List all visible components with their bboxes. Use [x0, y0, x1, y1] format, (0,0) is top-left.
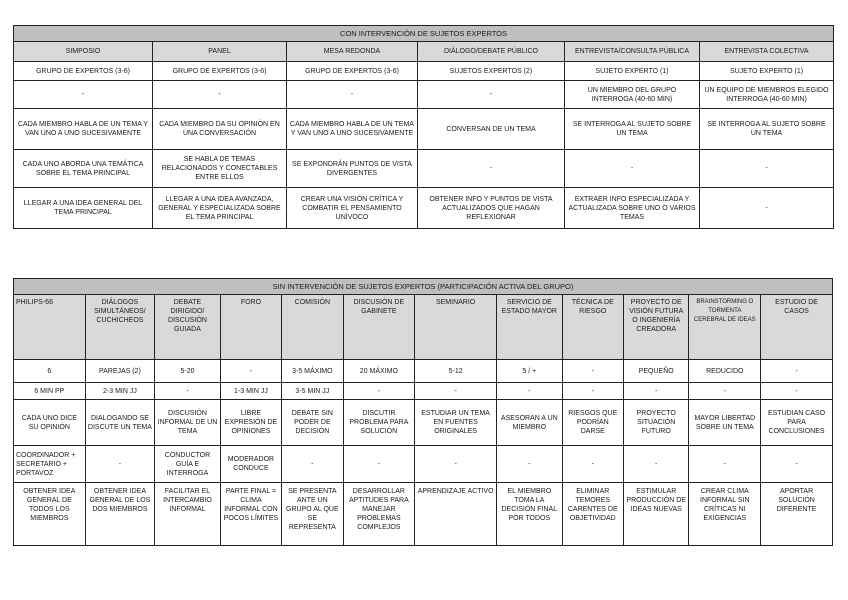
- table-cell: -: [343, 446, 415, 483]
- table-cell: -: [287, 81, 418, 109]
- table-cell: 5-12: [415, 360, 497, 383]
- table-cell: 3-5 MIN JJ: [282, 383, 343, 400]
- table-row: [14, 446, 833, 483]
- table-cell: DEBATE SIN PODER DE DECISIÓN: [282, 400, 343, 446]
- column-header: TÉCNICA DE RIESGO: [562, 295, 623, 360]
- table-cell: ESTUDIAR UN TEMA EN FUENTES ORIGINALES: [415, 400, 497, 446]
- table-cell: -: [155, 383, 221, 400]
- table-cell: -: [220, 360, 281, 383]
- table-cell: CADA MIEMBRO DA SU OPINIÓN EN UNA CONVERSACIÓN: [153, 109, 287, 150]
- table-cell: CONDUCTOR GUÍA E INTERROGA: [155, 446, 221, 483]
- table-cell: OBTENER IDEA GENERAL DE LOS DOS MIEMBROS: [85, 483, 155, 546]
- table-cell: PEQUEÑO: [623, 360, 689, 383]
- table-cell: MODERADOR CONDUCE: [220, 446, 281, 483]
- table-cell: -: [418, 150, 565, 188]
- group-techniques-table: [13, 278, 833, 546]
- table-cell: CREAR CLIMA INFORMAL SIN CRÍTICAS NI EXIGENCIAS: [689, 483, 761, 546]
- table-row: [14, 109, 834, 150]
- table-cell: -: [497, 446, 563, 483]
- table-cell: SUJETO EXPERTO (1): [700, 62, 834, 81]
- table-cell: -: [562, 446, 623, 483]
- table-cell: ESTIMULAR PRODUCCIÓN DE IDEAS NUEVAS: [623, 483, 689, 546]
- table-cell: -: [562, 383, 623, 400]
- table-cell: 6: [14, 360, 86, 383]
- table-cell: PROYECTO SITUACIÓN FUTURO: [623, 400, 689, 446]
- table-cell: RIESGOS QUE PODRÍAN DARSE: [562, 400, 623, 446]
- table-cell: -: [623, 446, 689, 483]
- table-cell: PARTE FINAL = CLIMA INFORMAL CON POCOS LÍMITES: [220, 483, 281, 546]
- table-row: [14, 383, 833, 400]
- table-row: [14, 62, 834, 81]
- table-cell: DIALOGANDO SE DISCUTE UN TEMA: [85, 400, 155, 446]
- table-cell: -: [700, 150, 834, 188]
- column-header: PANEL: [153, 42, 287, 62]
- table-cell: LLEGAR A UNA IDEA GENERAL DEL TEMA PRINCIPAL: [14, 188, 153, 229]
- table-cell: SE PRESENTA ANTE UN GRUPO AL QUE SE REPRESENTA: [282, 483, 343, 546]
- table-cell: CADA UNO DICE SU OPINIÓN: [14, 400, 86, 446]
- table-cell: -: [700, 188, 834, 229]
- table-cell: REDUCIDO: [689, 360, 761, 383]
- column-header: MESA REDONDA: [287, 42, 418, 62]
- table-cell: OBTENER IDEA GENERAL DE TODOS LOS MIEMBROS: [14, 483, 86, 546]
- table-cell: DISCUSIÓN INFORMAL DE UN TEMA: [155, 400, 221, 446]
- table-cell: -: [497, 383, 563, 400]
- table-cell: -: [415, 383, 497, 400]
- column-header: COMISIÓN: [282, 295, 343, 360]
- table-row: [14, 188, 834, 229]
- table-cell: 5-20: [155, 360, 221, 383]
- table-cell: -: [415, 446, 497, 483]
- table-cell: DESARROLLAR APTITUDES PARA MANEJAR PROBLEMAS COMPLEJOS: [343, 483, 415, 546]
- column-header: DISCUSIÓN DE GABINETE: [343, 295, 415, 360]
- table-cell: 3-5 MÁXIMO: [282, 360, 343, 383]
- column-header: PHILIPS-66: [14, 295, 86, 360]
- column-header: PROYECTO DE VISIÓN FUTURA O INGENIERÍA CREADORA: [623, 295, 689, 360]
- table-cell: -: [689, 446, 761, 483]
- table-cell: 2-3 MIN JJ: [85, 383, 155, 400]
- column-header: ENTREVISTA COLECTIVA: [700, 42, 834, 62]
- expert-techniques-table: [13, 25, 834, 229]
- table-cell: ESTUDIAN CASO PARA CONCLUSIONES: [761, 400, 833, 446]
- table-cell: ELIMINAR TEMORES CARENTES DE OBJETIVIDAD: [562, 483, 623, 546]
- column-header: ESTUDIO DE CASOS: [761, 295, 833, 360]
- table-cell: DISCUTIR PROBLEMA PARA SOLUCIÓN: [343, 400, 415, 446]
- table-cell: -: [14, 81, 153, 109]
- column-header: SERVICIO DE ESTADO MAYOR: [497, 295, 563, 360]
- table-cell: SE INTERROGA AL SUJETO SOBRE UN TEMA: [700, 109, 834, 150]
- table-cell: -: [282, 446, 343, 483]
- table-cell: PAREJAS (2): [85, 360, 155, 383]
- column-header: ENTREVISTA/CONSULTA PÚBLICA: [565, 42, 700, 62]
- table-cell: CADA MIEMBRO HABLA DE UN TEMA Y VAN UNO A UNO SUCESIVAMENTE: [287, 109, 418, 150]
- table-cell: CADA MIEMBRO HABLA DE UN TEMA Y VAN UNO A UNO SUCESIVAMENTE: [14, 109, 153, 150]
- table-row: [14, 81, 834, 109]
- table-cell: UN EQUIPO DE MIEMBROS ELEGIDO INTERROGA (40-60 MIN): [700, 81, 834, 109]
- table-row: [14, 483, 833, 546]
- table-cell: ASESORAN A UN MIEMBRO: [497, 400, 563, 446]
- column-header: DEBATE DIRIGIDO/ DISCUSIÓN GUIADA: [155, 295, 221, 360]
- table-cell: LIBRE EXPRESIÓN DE OPINIONES: [220, 400, 281, 446]
- table-cell: -: [689, 383, 761, 400]
- table-cell: UN MIEMBRO DEL GRUPO INTERROGA (40-60 MIN): [565, 81, 700, 109]
- column-header: FORO: [220, 295, 281, 360]
- table-cell: CONVERSAN DE UN TEMA: [418, 109, 565, 150]
- column-header: BRAINSTORMING O TORMENTA CEREBRAL DE IDEAS: [689, 295, 761, 360]
- column-header: SIMPOSIO: [14, 42, 153, 62]
- table-cell: CREAR UNA VISIÓN CRÍTICA Y COMBATIR EL PENSAMIENTO UNÍVOCO: [287, 188, 418, 229]
- table-cell: -: [761, 446, 833, 483]
- table-cell: -: [565, 150, 700, 188]
- table-cell: 1-3 MIN JJ: [220, 383, 281, 400]
- table-cell: MAYOR LIBERTAD SOBRE UN TEMA: [689, 400, 761, 446]
- table-title: CON INTERVENCIÓN DE SUJETOS EXPERTOS: [14, 26, 834, 42]
- table-cell: -: [623, 383, 689, 400]
- table-cell: -: [343, 383, 415, 400]
- table-cell: LLEGAR A UNA IDEA AVANZADA, GENERAL Y ESPECIALIZADA SOBRE EL TEMA PRINCIPAL: [153, 188, 287, 229]
- table-cell: -: [562, 360, 623, 383]
- table-cell: SUJETO EXPERTO (1): [565, 62, 700, 81]
- table-cell: FACILITAR EL INTERCAMBIO INFORMAL: [155, 483, 221, 546]
- table-cell: EXTRAER INFO ESPECIALIZADA Y ACTUALIZADA SOBRE UNO O VARIOS TEMAS: [565, 188, 700, 229]
- table-cell: EL MIEMBRO TOMA LA DECISIÓN FINAL POR TODOS: [497, 483, 563, 546]
- column-header: DIÁLOGO/DEBATE PÚBLICO: [418, 42, 565, 62]
- table-cell: GRUPO DE EXPERTOS (3-6): [153, 62, 287, 81]
- table-cell: -: [85, 446, 155, 483]
- table-cell: APORTAR SOLUCIÓN DIFERENTE: [761, 483, 833, 546]
- table-cell: -: [761, 383, 833, 400]
- table-row: [14, 150, 834, 188]
- table-cell: 5 / +: [497, 360, 563, 383]
- table-cell: SE HABLA DE TEMAS RELACIONADOS Y CONECTABLES ENTRE ELLOS: [153, 150, 287, 188]
- table-row: [14, 400, 833, 446]
- column-header: DIÁLOGOS SIMULTÁNEOS/ CUCHICHEOS: [85, 295, 155, 360]
- table-cell: -: [761, 360, 833, 383]
- table-cell: 6 MIN PP: [14, 383, 86, 400]
- column-header: SEMINARIO: [415, 295, 497, 360]
- table-cell: SE INTERROGA AL SUJETO SOBRE UN TEMA: [565, 109, 700, 150]
- table-cell: 20 MÁXIMO: [343, 360, 415, 383]
- table-cell: GRUPO DE EXPERTOS (3-6): [287, 62, 418, 81]
- table-row: [14, 360, 833, 383]
- table-cell: -: [418, 81, 565, 109]
- table-cell: APRENDIZAJE ACTIVO: [415, 483, 497, 546]
- table-cell: CADA UNO ABORDA UNA TEMÁTICA SOBRE EL TEMA PRINCIPAL: [14, 150, 153, 188]
- table-cell: GRUPO DE EXPERTOS (3-6): [14, 62, 153, 81]
- table-cell: SUJETOS EXPERTOS (2): [418, 62, 565, 81]
- table-cell: SE EXPONDRÁN PUNTOS DE VISTA DIVERGENTES: [287, 150, 418, 188]
- table-cell: OBTENER INFO Y PUNTOS DE VISTA ACTUALIZADOS QUE HAGAN REFLEXIONAR: [418, 188, 565, 229]
- table-cell: -: [153, 81, 287, 109]
- table-cell: COORDINADOR + SECRETARIO + PORTAVOZ: [14, 446, 86, 483]
- table-title: SIN INTERVENCIÓN DE SUJETOS EXPERTOS (PARTICIPACIÓN ACTIVA DEL GRUPO): [14, 279, 833, 295]
